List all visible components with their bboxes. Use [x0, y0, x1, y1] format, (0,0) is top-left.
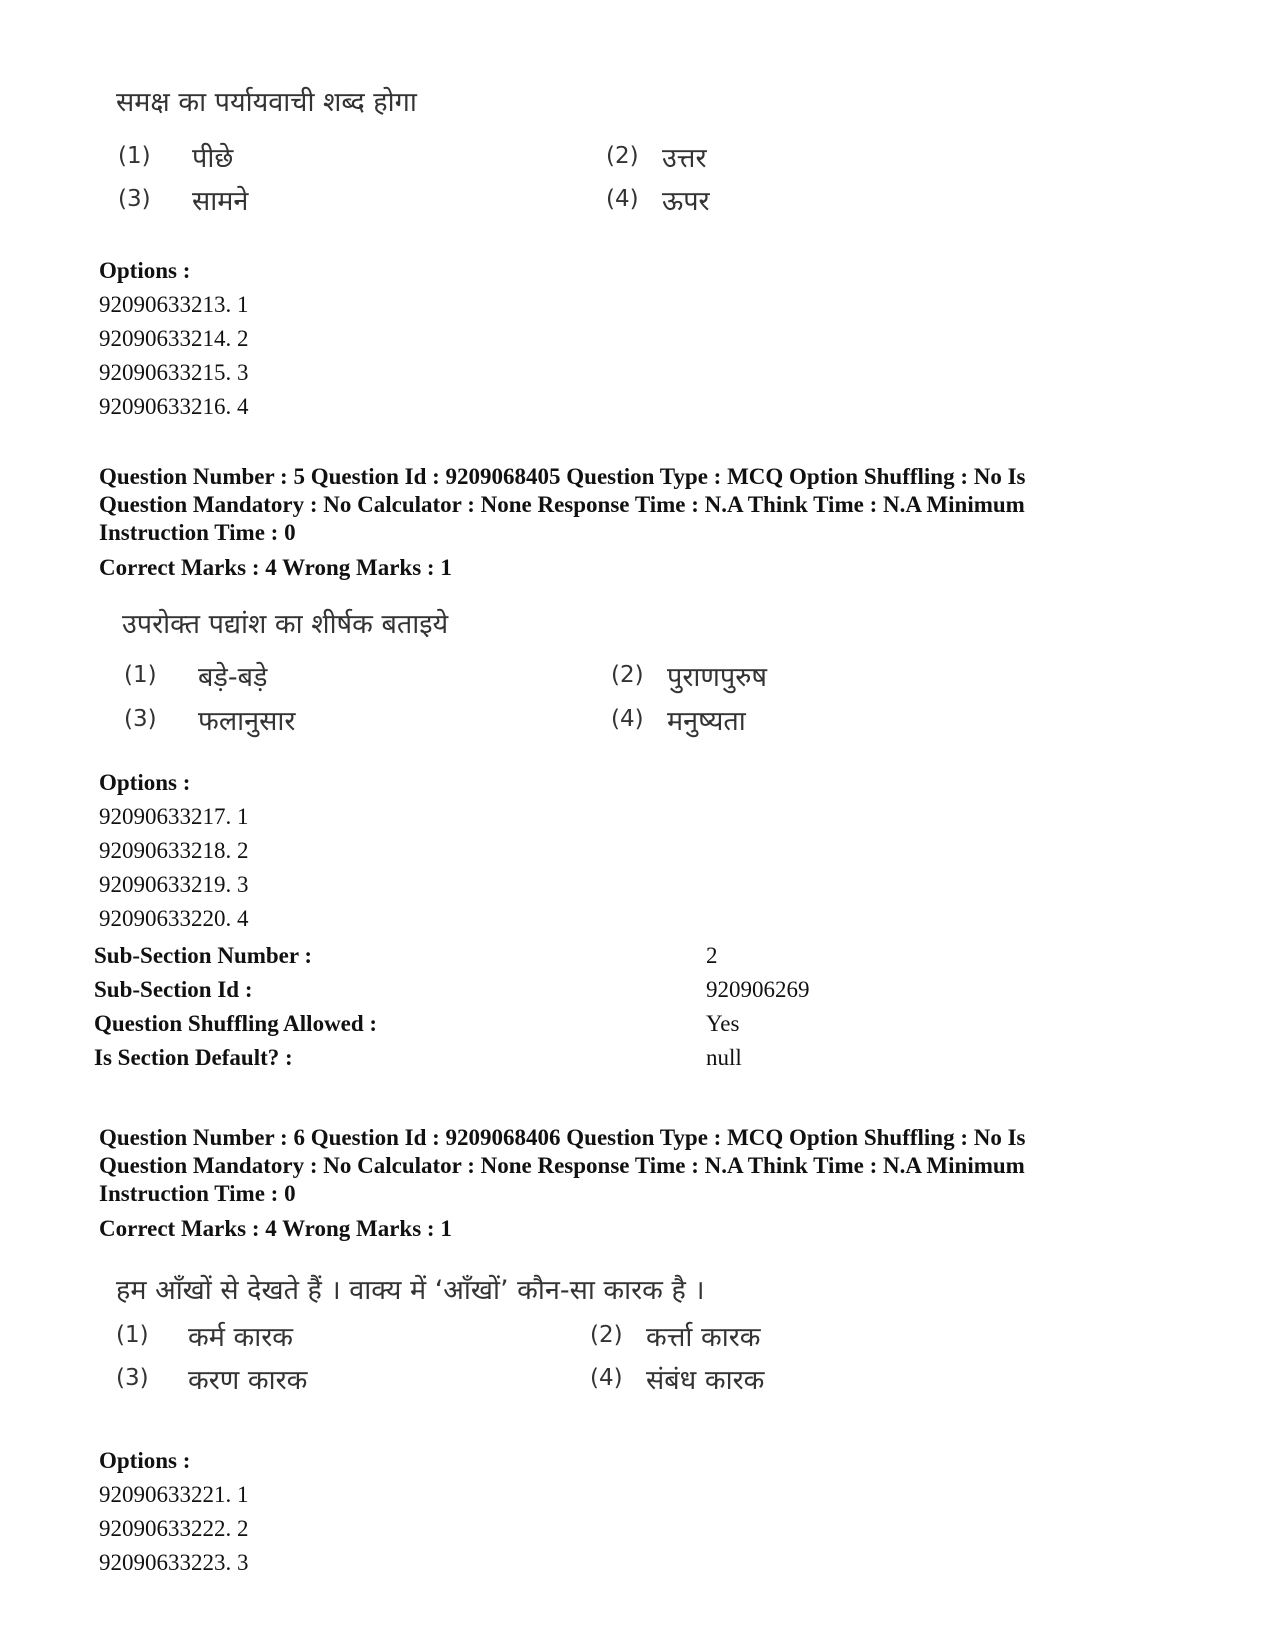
q6-option-1: 92090633221. 1: [99, 1482, 249, 1507]
question-shuffling-label: Question Shuffling Allowed :: [94, 1011, 378, 1036]
q6-options-heading: Options :: [99, 1448, 191, 1473]
q5-meta-line-2: Question Mandatory : No Calculator : None Response Time : N.A Think Time : N.A Minimum: [99, 492, 1025, 517]
q5-meta-line-1: Question Number : 5 Question Id : 9209068405 Question Type : MCQ Option Shuffling : No Is: [99, 464, 1026, 489]
q4-choice-3-text: सामने: [192, 186, 249, 217]
q6-stem: हम आँखों से देखते हैं । वाक्य में ‘आँखों’ कौन-सा कारक है ।: [116, 1275, 705, 1306]
q5-choice-3-num: (3): [124, 706, 157, 732]
q5-meta: [99, 463, 1209, 547]
q6-choice-2-num: (2): [590, 1322, 623, 1348]
q4-option-2: 92090633214. 2: [99, 326, 249, 351]
question-shuffling-value: Yes: [706, 1011, 740, 1036]
q5-options-heading: Options :: [99, 770, 191, 795]
q4-choice-2-num: (2): [606, 143, 639, 169]
q6-option-2: 92090633222. 2: [99, 1516, 249, 1541]
q6-meta-line-2: Question Mandatory : No Calculator : None Response Time : N.A Think Time : N.A Minimum: [99, 1153, 1025, 1178]
q4-choice-4-text: ऊपर: [662, 186, 710, 217]
q5-marks: Correct Marks : 4 Wrong Marks : 1: [99, 555, 452, 580]
q5-meta-line-3: Instruction Time : 0: [99, 520, 296, 545]
subsection-id-label: Sub-Section Id :: [94, 977, 253, 1002]
q6-choice-1-num: (1): [116, 1322, 149, 1348]
q6-choice-4-text: संबंध कारक: [646, 1365, 765, 1396]
q5-choice-4-text: मनुष्यता: [667, 706, 746, 737]
q4-choice-4-num: (4): [606, 186, 639, 212]
q5-choice-2-text: पुराणपुरुष: [667, 662, 767, 693]
q4-choice-1-num: (1): [118, 143, 151, 169]
q4-choice-1-text: पीछे: [192, 143, 234, 174]
q6-meta-line-1: Question Number : 6 Question Id : 9209068406 Question Type : MCQ Option Shuffling : No Is: [99, 1125, 1026, 1150]
q4-choice-2-text: उत्तर: [662, 143, 707, 174]
q6-choice-4-num: (4): [590, 1365, 623, 1391]
q6-meta-line-3: Instruction Time : 0: [99, 1181, 296, 1206]
q6-option-3: 92090633223. 3: [99, 1550, 249, 1575]
q6-choice-2-text: कर्त्ता कारक: [646, 1322, 761, 1353]
q6-marks: Correct Marks : 4 Wrong Marks : 1: [99, 1216, 452, 1241]
q6-choice-3-num: (3): [116, 1365, 149, 1391]
q4-option-1: 92090633213. 1: [99, 292, 249, 317]
q5-option-2: 92090633218. 2: [99, 838, 249, 863]
q6-meta: [99, 1124, 1209, 1208]
q5-choice-3-text: फलानुसार: [198, 706, 296, 737]
q4-option-3: 92090633215. 3: [99, 360, 249, 385]
q6-choice-3-text: करण कारक: [188, 1365, 308, 1396]
q5-option-1: 92090633217. 1: [99, 804, 249, 829]
q5-choice-4-num: (4): [611, 706, 644, 732]
subsection-number-value: 2: [706, 943, 718, 968]
q4-stem: समक्ष का पर्यायवाची शब्द होगा: [116, 87, 417, 118]
subsection-id-value: 920906269: [706, 977, 810, 1002]
q5-choice-2-num: (2): [611, 662, 644, 688]
q5-option-3: 92090633219. 3: [99, 872, 249, 897]
q6-choice-1-text: कर्म कारक: [188, 1322, 293, 1353]
q4-options-heading: Options :: [99, 258, 191, 283]
q5-choice-1-text: बड़े-बड़े: [198, 662, 268, 693]
section-default-label: Is Section Default? :: [94, 1045, 293, 1070]
subsection-number-label: Sub-Section Number :: [94, 943, 313, 968]
section-default-value: null: [706, 1045, 742, 1070]
q4-option-4: 92090633216. 4: [99, 394, 249, 419]
q5-stem: उपरोक्त पद्यांश का शीर्षक बताइये: [122, 609, 449, 640]
q4-choice-3-num: (3): [118, 186, 151, 212]
q5-choice-1-num: (1): [124, 662, 157, 688]
q5-option-4: 92090633220. 4: [99, 906, 249, 931]
